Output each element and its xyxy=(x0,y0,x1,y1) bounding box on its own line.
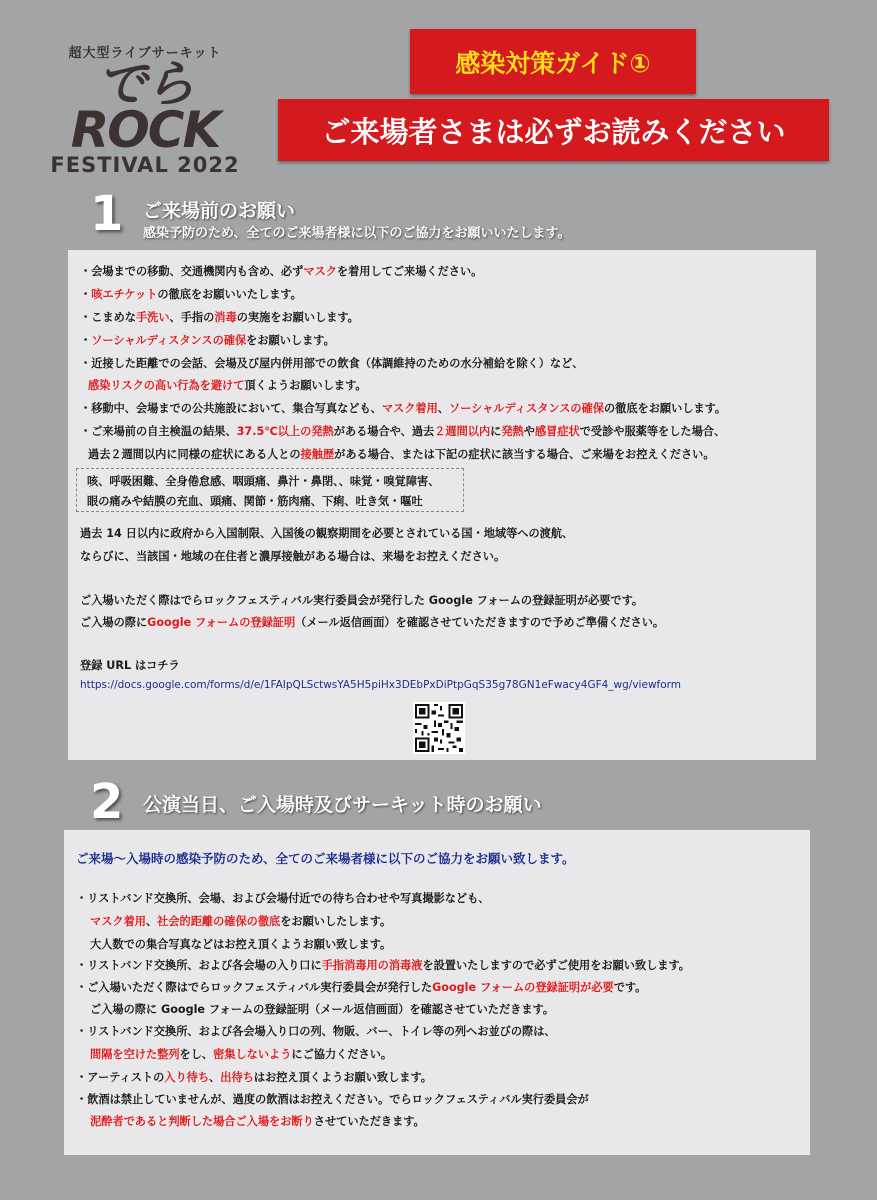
list-item: ・移動中、会場までの公共施設において、集合写真なども、マスク着用、ソーシャルディスタンスの確保の徹底をお願いします。 xyxy=(80,402,727,415)
symptoms-box xyxy=(76,468,464,512)
list-item: ・会場までの移動、交通機関内も含め、必ずマスクを着用してご来場ください。 xyxy=(80,265,483,278)
list-item: ・ソーシャルディスタンスの確保をお願いします。 xyxy=(80,334,335,347)
qr-code-icon[interactable] xyxy=(413,702,465,754)
logo-title: でらROCK xyxy=(70,55,220,159)
list-item-continued: 過去２週間以内に同様の症状にある人との接触歴がある場合、または下記の症状に該当する場合、ご来場をお控えください。 xyxy=(88,448,715,461)
list-item: ・近接した距離での会話、会場及び屋内併用部での飲食（体調維持のための水分補給を除く）など、 xyxy=(80,357,584,370)
section-2-intro: ご来場〜入場時の感染予防のため、全てのご来場者様に以下のご協力をお願い致します。 xyxy=(76,851,575,866)
main-notice-badge: ご来場者さまは必ずお読みください xyxy=(278,99,829,161)
festival-logo xyxy=(30,42,260,177)
guide-badge: 感染対策ガイド① xyxy=(410,29,696,94)
list-item-continued: 大人数での集合写真などはお控え頂くようお願い致します。 xyxy=(90,938,392,951)
registration-url-link[interactable]: https://docs.google.com/forms/d/e/1FAIpQLSctwsYA5H5piHx3DEbPxDiPtpGqS35g78GN1eFwacy4GF4_wg/viewform xyxy=(80,679,682,691)
list-item: ・こまめな手洗い、手指の消毒の実施をお願いします。 xyxy=(80,311,359,324)
symptoms-line: 咳、呼吸困難、全身倦怠感、咽頭痛、鼻汁・鼻閉、、味覚・嗅覚障害、 xyxy=(87,475,440,488)
list-item: ・咳エチケットの徹底をお願いいたします。 xyxy=(80,288,302,301)
list-item-continued: 感染リスクの高い行為を避けて頂くようお願いします。 xyxy=(88,379,367,392)
url-label: 登録 URL はコチラ xyxy=(80,659,180,672)
list-item-continued: ご入場の際に Google フォームの登録証明（メール返信画面）を確認させていただきます。 xyxy=(90,1003,555,1016)
list-item: ・リストバンド交換所、および各会場入り口の列、物販、バー、トイレ等の列へお並びの際は、 xyxy=(76,1025,556,1038)
list-item: ・リストバンド交換所、会場、および会場付近での待ち合わせや写真撮影なども、 xyxy=(76,892,490,905)
google-form-notice: ご入場いただく際はでらロックフェスティバル実行委員会が発行した Google フォームの登録証明が必要です。 xyxy=(80,594,644,607)
google-form-notice: ご入場の際にGoogle フォームの登録証明（メール返信画面）を確認させていただきますので予めご準備ください。 xyxy=(80,616,665,629)
list-item: ・ご入場いただく際はでらロックフェスティバル実行委員会が発行したGoogle フォームの登録証明が必要です。 xyxy=(76,981,647,994)
section-2-number: 2 xyxy=(90,774,124,830)
list-item: ・アーティストの入り待ち、出待ちはお控え頂くようお願い致します。 xyxy=(76,1071,432,1084)
travel-notice: ならびに、当該国・地域の在住者と濃厚接触がある場合は、来場をお控えください。 xyxy=(80,550,506,563)
logo-tagline: 超大型ライブサーキット xyxy=(68,46,222,61)
section-1-panel xyxy=(68,250,816,760)
list-item-continued: マスク着用、社会的距離の確保の徹底をお願いしたします。 xyxy=(90,915,392,928)
section-1-subtitle: 感染予防のため、全てのご来場者様に以下のご協力をお願いいたします。 xyxy=(143,226,571,241)
list-item: ・飲酒は禁止していませんが、過度の飲酒はお控えください。でらロックフェスティバル実行委員会が xyxy=(76,1093,589,1106)
list-item: ・ご来場前の自主検温の結果、37.5℃以上の発熱がある場合や、過去２週間以内に発熱や感冒症状で受診や服薬等をした場合、 xyxy=(80,425,726,438)
section-2-title: 公演当日、ご入場時及びサーキット時のお願い xyxy=(143,794,542,816)
list-item-continued: 泥酔者であると判断した場合ご入場をお断りさせていただきます。 xyxy=(90,1115,425,1128)
logo-subtitle: FESTIVAL 2022 xyxy=(50,153,240,177)
travel-notice: 過去 14 日以内に政府から入国制限、入国後の観察期間を必要とされている国・地域等への渡航、 xyxy=(80,527,574,540)
symptoms-line: 眼の痛みや結膜の充血、頭痛、関節・筋肉痛、下痢、吐き気・嘔吐 xyxy=(87,495,423,508)
list-item: ・リストバンド交換所、および各会場の入り口に手指消毒用の消毒液を設置いたしますので必ずご使用をお願い致します。 xyxy=(76,959,690,972)
section-1-title: ご来場前のお願い xyxy=(143,200,296,222)
list-item-continued: 間隔を空けた整列をし、密集しないようにご協力ください。 xyxy=(90,1048,393,1061)
section-1-number: 1 xyxy=(90,186,124,242)
section-2-panel xyxy=(64,830,810,1155)
